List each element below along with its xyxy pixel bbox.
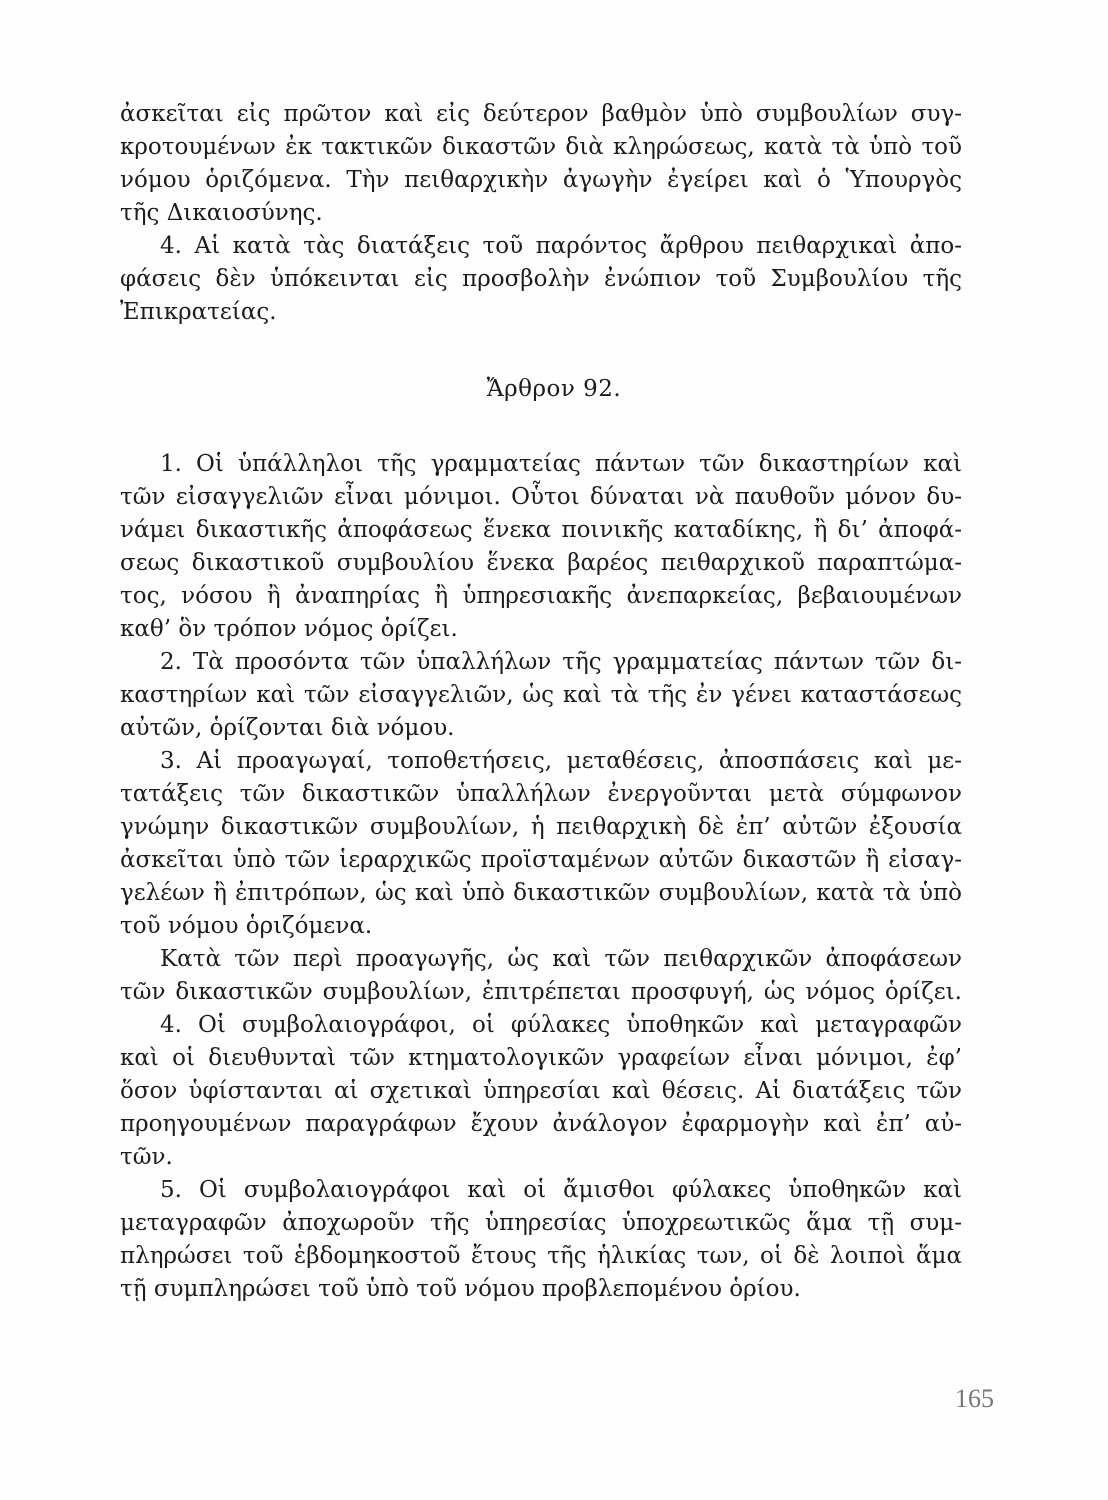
text-line: καὶ οἱ διευθυνταὶ τῶν κτηματολογικῶν γραφείων εἶναι μόνιμοι, ἐφ’	[120, 1045, 962, 1071]
text-line: 4. Οἱ συμβολαιογράφοι, οἱ φύλακες ὑποθηκῶν καὶ μεταγραφῶν	[160, 1012, 962, 1038]
top-text-block	[120, 98, 962, 329]
text-line: 2. Τὰ προσόντα τῶν ὑπαλλήλων τῆς γραμματείας πάντων τῶν δι-	[160, 649, 962, 675]
text-line: τῇ συμπληρώσει τοῦ ὑπὸ τοῦ νόμου προβλεπομένου ὁρίου.	[120, 1276, 801, 1302]
text-line: αὐτῶν, ὁρίζονται διὰ νόμου.	[120, 715, 455, 741]
text-line: τῶν.	[120, 1144, 173, 1170]
text-line: τος, νόσου ἢ ἀναπηρίας ἢ ὑπηρεσιακῆς ἀνεπαρκείας, βεβαιουμένων	[120, 583, 962, 609]
text-line: προηγουμένων παραγράφων ἔχουν ἀνάλογον ἐφαρμογὴν καὶ ἐπ’ αὐ-	[120, 1111, 962, 1137]
text-line: σεως δικαστικοῦ συμβουλίου ἕνεκα βαρέος πειθαρχικοῦ παραπτώμα-	[120, 550, 962, 576]
text-line: Κατὰ τῶν περὶ προαγωγῆς, ὡς καὶ τῶν πειθαρχικῶν ἀποφάσεων	[160, 946, 962, 972]
text-line: καθ’ ὃν τρόπον νόμος ὁρίζει.	[120, 616, 458, 642]
text-line: ἀσκεῖται εἰς πρῶτον καὶ εἰς δεύτερον βαθμὸν ὑπὸ συμβουλίων συγ-	[120, 101, 962, 127]
text-line: κροτουμένων ἐκ τακτικῶν δικαστῶν διὰ κληρώσεως, κατὰ τὰ ὑπὸ τοῦ	[120, 134, 962, 160]
text-line: τῆς Δικαιοσύνης.	[120, 200, 323, 226]
text-line: πληρώσει τοῦ ἑβδομηκοστοῦ ἔτους τῆς ἡλικίας των, οἱ δὲ λοιποὶ ἅμα	[120, 1243, 962, 1269]
text-line: καστηρίων καὶ τῶν εἰσαγγελιῶν, ὡς καὶ τὰ τῆς ἐν γένει καταστάσεως	[120, 682, 962, 708]
text-line: τατάξεις τῶν δικαστικῶν ὑπαλλήλων ἐνεργοῦνται μετὰ σύμφωνον	[120, 781, 962, 807]
text-line: γελέων ἢ ἐπιτρόπων, ὡς καὶ ὑπὸ δικαστικῶν συμβουλίων, κατὰ τὰ ὑπὸ	[120, 880, 962, 906]
text-line: 3. Αἱ προαγωγαί, τοποθετήσεις, μεταθέσεις, ἀποσπάσεις καὶ με-	[160, 748, 962, 774]
text-line: ὅσον ὑφίστανται αἱ σχετικαὶ ὑπηρεσίαι καὶ θέσεις. Αἱ διατάξεις τῶν	[120, 1078, 962, 1104]
text-line: μεταγραφῶν ἀποχωροῦν τῆς ὑπηρεσίας ὑποχρεωτικῶς ἅμα τῇ συμ-	[120, 1210, 962, 1236]
text-line: γνώμην δικαστικῶν συμβουλίων, ἡ πειθαρχικὴ δὲ ἐπ’ αὐτῶν ἐξουσία	[120, 814, 962, 840]
page-number: 165	[955, 1384, 994, 1413]
text-line: νάμει δικαστικῆς ἀποφάσεως ἕνεκα ποινικῆς καταδίκης, ἢ δι’ ἀποφά-	[120, 517, 962, 543]
text-line: νόμου ὁριζόμενα. Τὴν πειθαρχικὴν ἀγωγὴν ἐγείρει καὶ ὁ Ὑπουργὸς	[120, 167, 962, 193]
article-heading: Ἄρθρον 92.	[486, 376, 622, 402]
text-line: Ἐπικρατείας.	[120, 299, 277, 325]
text-line: 1. Οἱ ὑπάλληλοι τῆς γραμματείας πάντων τῶν δικαστηρίων καὶ	[160, 451, 962, 477]
text-line: ἀσκεῖται ὑπὸ τῶν ἱεραρχικῶς προϊσταμένων αὐτῶν δικαστῶν ἢ εἰσαγ-	[120, 847, 962, 873]
text-line: τοῦ νόμου ὁριζόμενα.	[120, 913, 373, 939]
text-line: 4. Αἱ κατὰ τὰς διατάξεις τοῦ παρόντος ἄρθρου πειθαρχικαὶ ἀπο-	[160, 233, 962, 259]
text-line: φάσεις δὲν ὑπόκεινται εἰς προσβολὴν ἐνώπιον τοῦ Συμβουλίου τῆς	[120, 266, 962, 292]
body-text-block	[120, 448, 962, 1306]
text-line: 5. Οἱ συμβολαιογράφοι καὶ οἱ ἄμισθοι φύλακες ὑποθηκῶν καὶ	[160, 1177, 962, 1203]
text-line: τῶν εἰσαγγελιῶν εἶναι μόνιμοι. Οὗτοι δύναται νὰ παυθοῦν μόνον δυ-	[120, 484, 962, 510]
text-line: τῶν δικαστικῶν συμβουλίων, ἐπιτρέπεται προσφυγή, ὡς νόμος ὁρίζει.	[120, 979, 962, 1005]
